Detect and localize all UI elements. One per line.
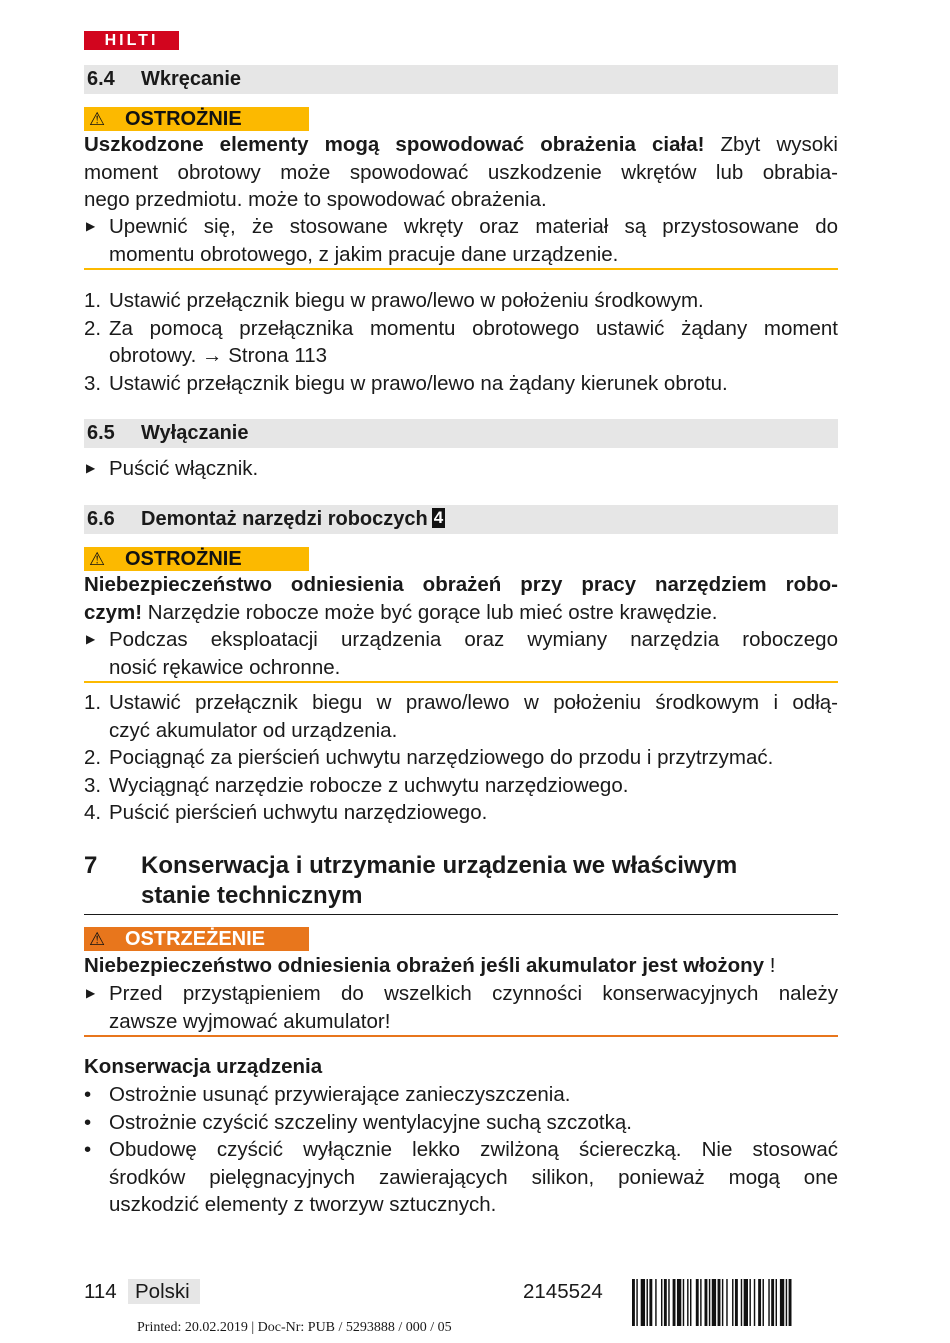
section-title-wrap [141, 505, 445, 534]
chapter-rule [84, 914, 838, 915]
section-title: Demontaż narzędzi roboczych [141, 508, 428, 530]
chapter-heading [84, 851, 838, 913]
step-number: 1. [84, 691, 102, 714]
bullet-line: Upewnić się, że stosowane wkręty oraz materiał są przystosowane do [109, 215, 838, 238]
step-number: 1. [84, 289, 102, 312]
caution-badge [84, 547, 309, 571]
step-text: Puścić pierścień uchwytu narzędziowego. [109, 801, 488, 824]
bullet-dot: • [84, 1110, 92, 1134]
bullet-text: Puścić włącznik. [109, 457, 259, 480]
warning-triangle-icon: ⚠ [89, 109, 106, 129]
hilti-logo [84, 31, 179, 50]
language-tag: Polski [128, 1279, 200, 1304]
warning-text: ! [764, 954, 776, 977]
figure-reference: 4 [433, 508, 444, 527]
section-title: Wyłączanie [141, 422, 249, 444]
warning-rule [84, 681, 838, 683]
bullet-dot: • [84, 1083, 92, 1106]
list-text: Obudowę czyścić wyłącznie lekko zwilżoną ściereczką. Nie stosować [109, 1138, 838, 1161]
step-number: 3. [84, 371, 102, 395]
barcode-icon [632, 1279, 837, 1326]
triangle-bullet-icon: ▶ [86, 219, 96, 233]
triangle-bullet-icon: ▶ [86, 632, 96, 646]
warning-text: Zbyt wysoki [704, 133, 838, 156]
warning-lead: Niebezpieczeństwo odniesienia obrażeń jeśli akumulator jest włożony [84, 954, 765, 977]
chapter-title-line: stanie technicznym [141, 882, 363, 909]
list-text: Ostrożnie czyścić szczeliny wentylacyjne suchą szczotką. [109, 1110, 632, 1134]
bullet-line: momentu obrotowego, z jakim pracuje dane urządzenie. [109, 242, 619, 266]
list-text: środków pielęgnacyjnych zawierających silikon, ponieważ mogą one [109, 1165, 838, 1189]
logo-text: HILTI [104, 32, 159, 49]
warning-triangle-icon: ⚠ [89, 929, 106, 949]
print-info: Printed: 20.02.2019 | Doc-Nr: PUB / 5293888 / 000 / 05 [137, 1320, 452, 1335]
bullet-line: nosić rękawice ochronne. [109, 655, 341, 679]
section-number: 6.4 [87, 68, 115, 90]
warning-rule [84, 268, 838, 270]
warning-bullet [84, 213, 838, 268]
section-heading-6-6 [84, 505, 838, 534]
warning-text-line: moment obrotowy może spowodować uszkodzenie wkrętów lub obrabia- [84, 160, 838, 184]
warning-lead: czym! [84, 600, 143, 624]
step-text: Ustawić przełącznik biegu w prawo/lewo w położeniu środkowym i odłą- [109, 691, 838, 714]
step-number: 2. [84, 746, 102, 769]
warning-bullet [84, 626, 838, 681]
warning-lead: Uszkodzone elementy mogą spowodować obrażenia ciała! [84, 133, 705, 156]
warning-label: OSTRZEŻENIE [125, 928, 266, 950]
step-text: Za pomocą przełącznika momentu obrotowego ustawić żądany moment [109, 316, 838, 340]
list-item [84, 1136, 838, 1219]
warning-triangle-icon: ⚠ [89, 549, 106, 569]
warning-text-line [84, 952, 838, 980]
bullet-line: zawsze wyjmować akumulator! [109, 1009, 391, 1033]
document-number: 2145524 [523, 1280, 603, 1303]
warning-rule [84, 1035, 838, 1037]
list-text: Ostrożnie usunąć przywierające zanieczyszczenia. [109, 1083, 571, 1106]
section-number: 6.5 [87, 422, 115, 444]
triangle-bullet-icon: ▶ [86, 461, 96, 475]
warning-badge [84, 927, 309, 951]
section-heading-6-4 [84, 65, 838, 94]
step-text: czyć akumulator od urządzenia. [109, 718, 398, 742]
section-number: 6.6 [87, 508, 115, 530]
step-text: obrotowy. → Strona 113 [109, 344, 328, 367]
bullet-dot: • [84, 1138, 92, 1161]
bullet-line: Przed przystąpieniem do wszelkich czynności konserwacyjnych należy [109, 982, 838, 1005]
warning-text-line [84, 131, 838, 159]
warning-lead: Niebezpieczeństwo odniesienia obrażeń przy pracy narzędziem robo- [84, 573, 838, 596]
step-text: Wyciągnąć narzędzie robocze z uchwytu narzędziowego. [109, 773, 629, 797]
step-text: Ustawić przełącznik biegu w prawo/lewo na żądany kierunek obrotu. [109, 371, 728, 395]
bullet-line: Podczas eksploatacji urządzenia oraz wymiany narzędzia roboczego [109, 628, 838, 651]
caution-label: OSTROŻNIE [125, 108, 242, 130]
caution-label: OSTROŻNIE [125, 548, 242, 570]
chapter-title-line: Konserwacja i utrzymanie urządzenia we właściwym [141, 852, 738, 879]
warning-text-line: nego przedmiotu. może to spowodować obrażenia. [84, 188, 547, 211]
list-text: uszkodzić elementy z tworzyw sztucznych. [109, 1193, 497, 1216]
step-text: Pociągnąć za pierścień uchwytu narzędziowego do przodu i przytrzymać. [109, 746, 774, 769]
caution-badge [84, 107, 309, 131]
section-heading-6-5 [84, 419, 838, 448]
step-number: 2. [84, 316, 102, 340]
chapter-number: 7 [84, 852, 98, 879]
warning-text: Narzędzie robocze może być gorące lub mieć ostre krawędzie. [142, 600, 718, 624]
step-number: 4. [84, 801, 102, 824]
warning-text-line [84, 599, 838, 627]
triangle-bullet-icon: ▶ [86, 986, 96, 1000]
step-number: 3. [84, 773, 102, 797]
step-text: Ustawić przełącznik biegu w prawo/lewo w położeniu środkowym. [109, 289, 704, 312]
page-number: 114 [84, 1280, 117, 1303]
warning-bullet [84, 980, 838, 1035]
subsection-heading: Konserwacja urządzenia [84, 1055, 323, 1078]
section-title: Wkręcanie [141, 68, 242, 90]
